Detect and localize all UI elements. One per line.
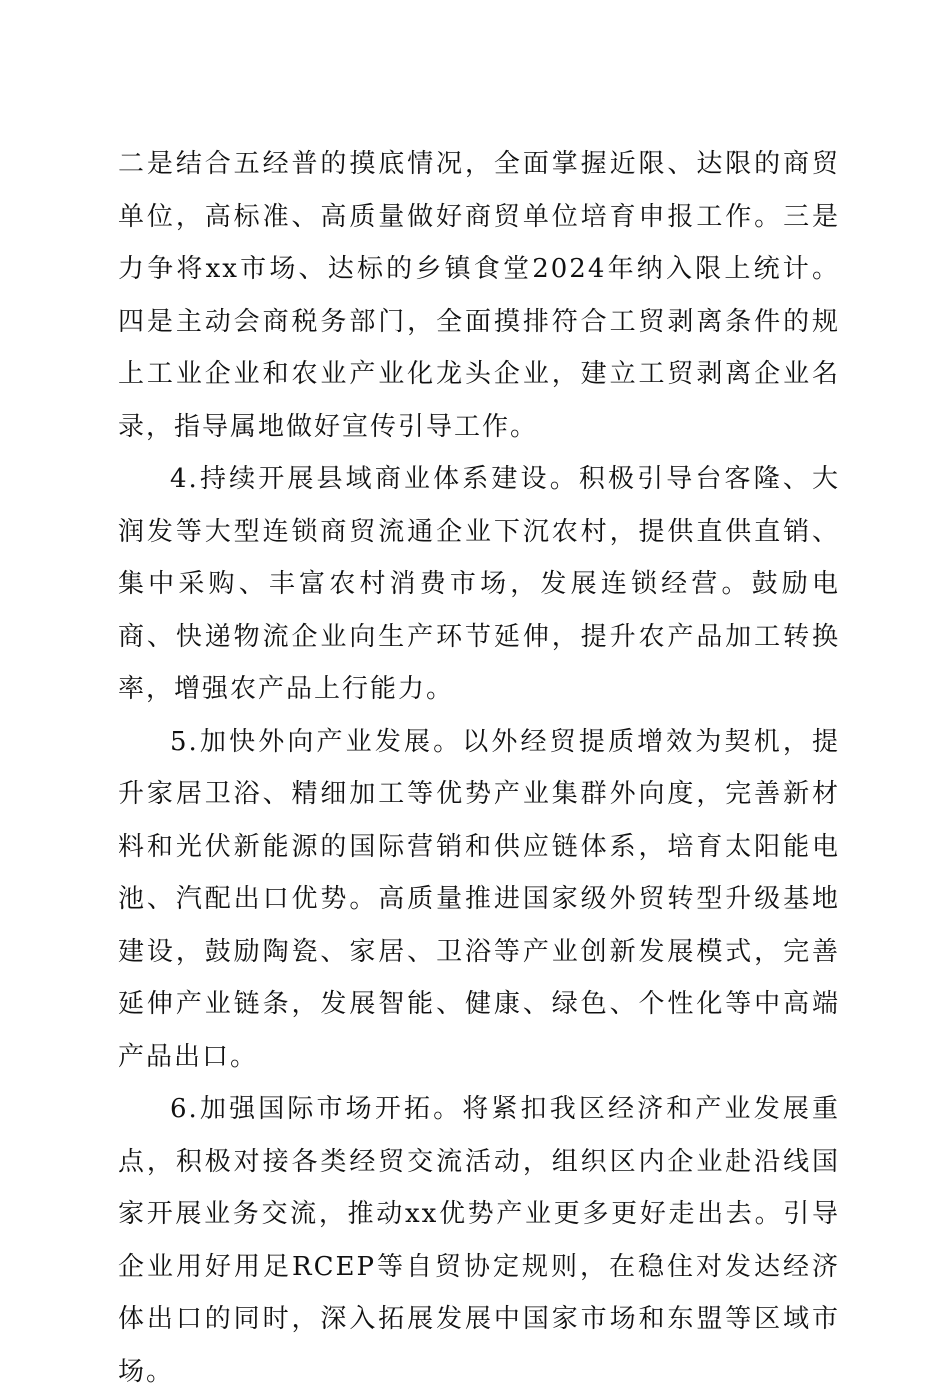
document-body xyxy=(118,138,840,1398)
paragraph-export-industry: 5.加快外向产业发展。以外经贸提质增效为契机，提升家居卫浴、精细加工等优势产业集群外向度，完善新材料和光伏新能源的国际营销和供应链体系，培育太阳能电池、汽配出口优势。高质量推进国家级外贸转型升级基地建设，鼓励陶瓷、家居、卫浴等产业创新发展模式，完善延伸产业链条，发展智能、健康、绿色、个性化等中高端产品出口。 xyxy=(118,726,840,1072)
paragraph-county-commerce: 4.持续开展县域商业体系建设。积极引导台客隆、大润发等大型连锁商贸流通企业下沉农村，提供直供直销、集中采购、丰富农村消费市场，发展连锁经营。鼓励电商、快递物流企业向生产环节延伸，提升农产品加工转换率，增强农产品上行能力。 xyxy=(118,464,840,704)
paragraph-continuation: 二是结合五经普的摸底情况，全面掌握近限、达限的商贸单位，高标准、高质量做好商贸单位培育申报工作。三是力争将xx市场、达标的乡镇食堂2024年纳入限上统计。四是主动会商税务部门，全面摸排符合工贸剥离条件的规上工业企业和农业产业化龙头企业，建立工贸剥离企业名录，指导属地做好宣传引导工作。 xyxy=(118,149,840,442)
paragraph-international-market: 6.加强国际市场开拓。将紧扣我区经济和产业发展重点，积极对接各类经贸交流活动，组织区内企业赴沿线国家开展业务交流，推动xx优势产业更多更好走出去。引导企业用好用足RCEP等自贸协定规则，在稳住对发达经济体出口的同时，深入拓展发展中国家市场和东盟等区域市场。 xyxy=(118,1094,840,1387)
